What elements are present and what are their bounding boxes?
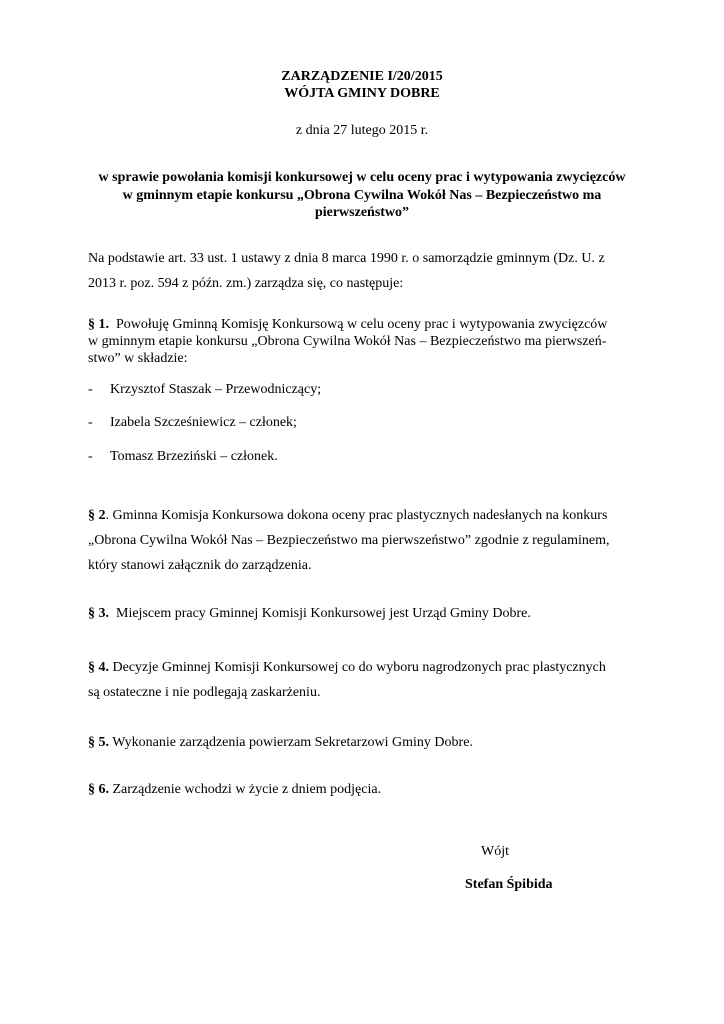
document-issuer: WÓJTA GMINY DOBRE [284,86,440,101]
section-6-text: Zarządzenie wchodzi w życie z dniem podjęcia. [112,782,382,797]
section-4-line [88,655,648,680]
section-3 [88,605,648,622]
section-6-label: § 6. [88,782,109,797]
section-2-text: . Gminna Komisja Konkursowa dokona oceny prac plastycznych nadesłanych na konkurs [105,508,608,523]
section-2 [88,503,648,578]
document-subject [80,169,644,222]
section-1-label: § 1. [88,317,109,332]
section-6 [88,781,648,798]
section-1-line [88,316,648,333]
section-2-line: „Obrona Cywilna Wokół Nas – Bezpieczeństwo ma pierwszeństwo” zgodnie z regulaminem, [88,533,610,548]
section-4-line: są ostateczne i nie podlegają zaskarżeniu. [88,685,321,700]
preamble-line: Na podstawie art. 33 ust. 1 ustawy z dnia 8 marca 1990 r. o samorządzie gminnym (Dz. U. z [88,251,605,266]
subject-line: pierwszeństwo” [314,205,410,220]
signature-name: Stefan Śpibida [465,877,553,892]
subject-line: w sprawie powołania komisji konkursowej w celu oceny prac i wytypowania zwycięzców [98,170,626,185]
member-list-item [88,414,297,431]
section-3-text: Miejscem pracy Gminnej Komisji Konkursowej jest Urząd Gminy Dobre. [116,606,531,621]
section-1-text: Powołuję Gminną Komisję Konkursową w celu oceny prac i wytypowania zwycięzców [116,317,608,332]
section-4-label: § 4. [88,660,109,675]
section-5-label: § 5. [88,735,109,750]
section-4 [88,655,648,705]
section-1-line: w gminnym etapie konkursu „Obrona Cywilna Wokół Nas – Bezpieczeństwo ma pierwszeń- [88,334,607,349]
preamble-line: 2013 r. poz. 594 z późn. zm.) zarządza się, co następuje: [88,276,404,291]
document-date: z dnia 27 lutego 2015 r. [295,123,429,138]
list-dash: - [88,382,93,397]
section-3-label: § 3. [88,606,109,621]
member-name: Krzysztof Staszak – Przewodniczący; [110,382,322,397]
member-list-item [88,448,278,465]
section-4-text: Decyzje Gminnej Komisji Konkursowej co do wyboru nagrodzonych prac plastycznych [112,660,606,675]
section-1 [88,316,648,367]
signature-title: Wójt [481,844,509,859]
section-5 [88,734,648,751]
section-2-line: który stanowi załącznik do zarządzenia. [88,558,312,573]
member-name: Izabela Szcześniewicz – członek; [110,415,297,430]
list-dash: - [88,415,93,430]
section-2-label: § 2 [88,508,106,523]
document-title: ZARZĄDZENIE I/20/2015 [281,69,443,84]
subject-line: w gminnym etapie konkursu „Obrona Cywilna Wokół Nas – Bezpieczeństwo ma [122,187,602,203]
legal-basis-paragraph [88,246,648,296]
member-list-item [88,381,321,398]
section-2-line [88,503,648,528]
section-1-line: stwo” w składzie: [88,351,188,366]
section-5-text: Wykonanie zarządzenia powierzam Sekretarzowi Gminy Dobre. [112,735,473,750]
list-dash: - [88,449,93,464]
member-name: Tomasz Brzeziński – członek. [110,449,278,464]
